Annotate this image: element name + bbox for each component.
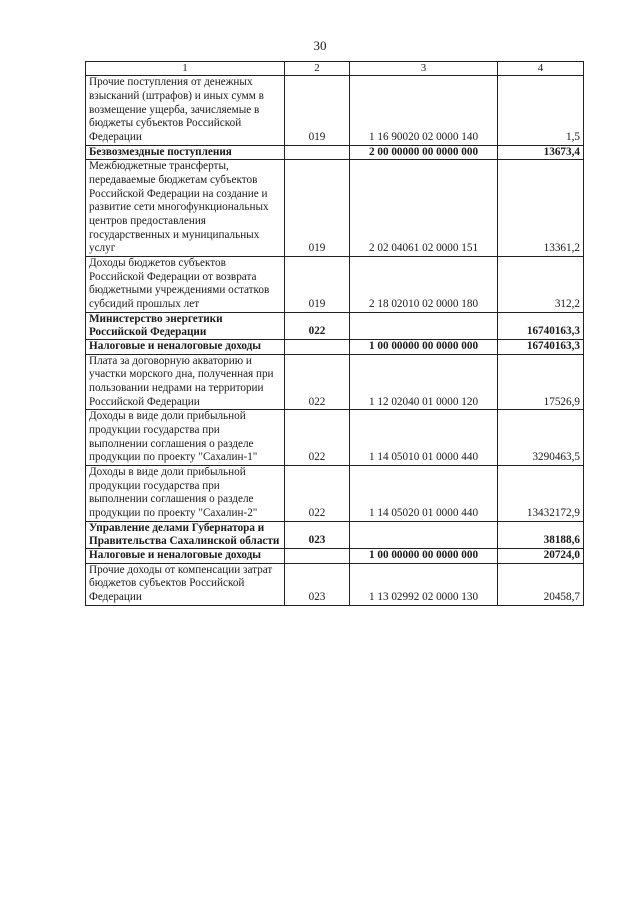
table-row: [86, 340, 584, 355]
row-amount-cell: 20724,0: [498, 548, 584, 563]
table-row: [86, 410, 584, 466]
row-kbk-cell: 1 14 05010 01 0000 440: [350, 410, 498, 466]
row-amount-cell: 312,2: [498, 256, 584, 312]
row-name-cell: Доходы в виде доли прибыльной продукции государства при выполнении соглашения о разделе продукции по проекту "Сахалин-2": [86, 465, 285, 521]
column-header: 3: [350, 62, 498, 76]
column-header: 4: [498, 62, 584, 76]
row-name-cell: Налоговые и неналоговые доходы: [86, 340, 285, 355]
row-name-cell: Плата за договорную акваторию и участки морского дна, полученная при пользовании недрами на территории Российской Федерации: [86, 354, 285, 410]
row-code-cell: 023: [285, 563, 350, 605]
row-kbk-cell: 2 00 00000 00 0000 000: [350, 145, 498, 160]
row-name-cell: Межбюджетные трансферты, передаваемые бюджетам субъектов Российской Федерации на создание и развитие сети многофункциональных центров предоставления государственных и муниципальных услуг: [86, 160, 285, 257]
row-kbk-cell: 2 18 02010 02 0000 180: [350, 256, 498, 312]
table-row: [86, 563, 584, 605]
row-kbk-cell: 1 00 00000 00 0000 000: [350, 340, 498, 355]
row-kbk-cell: 1 12 02040 01 0000 120: [350, 354, 498, 410]
table-row: [86, 76, 584, 145]
row-code-cell: [285, 340, 350, 355]
row-code-cell: 019: [285, 160, 350, 257]
column-header: 1: [86, 62, 285, 76]
table-row: [86, 465, 584, 521]
page-number: 30: [313, 38, 327, 53]
row-code-cell: 023: [285, 521, 350, 548]
table-row: [86, 548, 584, 563]
column-header: 2: [285, 62, 350, 76]
row-kbk-cell: 2 02 04061 02 0000 151: [350, 160, 498, 257]
revenue-table: [85, 61, 584, 606]
row-kbk-cell: [350, 312, 498, 339]
row-code-cell: 022: [285, 410, 350, 466]
row-name-cell: Управление делами Губернатора и Правительства Сахалинской области: [86, 521, 285, 548]
row-code-cell: 022: [285, 465, 350, 521]
row-amount-cell: 13432172,9: [498, 465, 584, 521]
row-name-cell: Доходы бюджетов субъектов Российской Федерации от возврата бюджетными учреждениями остатков субсидий прошлых лет: [86, 256, 285, 312]
row-kbk-cell: 1 14 05020 01 0000 440: [350, 465, 498, 521]
row-amount-cell: 38188,6: [498, 521, 584, 548]
row-code-cell: 022: [285, 312, 350, 339]
row-kbk-cell: 1 13 02992 02 0000 130: [350, 563, 498, 605]
row-code-cell: [285, 548, 350, 563]
row-amount-cell: 17526,9: [498, 354, 584, 410]
row-amount-cell: 13361,2: [498, 160, 584, 257]
row-amount-cell: 13673,4: [498, 145, 584, 160]
row-code-cell: 019: [285, 256, 350, 312]
row-name-cell: Прочие доходы от компенсации затрат бюджетов субъектов Российской Федерации: [86, 563, 285, 605]
row-name-cell: Безвозмездные поступления: [86, 145, 285, 160]
row-kbk-cell: [350, 521, 498, 548]
table-row: [86, 160, 584, 257]
row-name-cell: Налоговые и неналоговые доходы: [86, 548, 285, 563]
row-amount-cell: 3290463,5: [498, 410, 584, 466]
row-name-cell: Министерство энергетики Российской Федерации: [86, 312, 285, 339]
row-code-cell: 022: [285, 354, 350, 410]
row-amount-cell: 16740163,3: [498, 340, 584, 355]
row-name-cell: Доходы в виде доли прибыльной продукции государства при выполнении соглашения о разделе продукции по проекту "Сахалин-1": [86, 410, 285, 466]
row-amount-cell: 20458,7: [498, 563, 584, 605]
table-header-row: [86, 62, 584, 76]
row-amount-cell: 1,5: [498, 76, 584, 145]
table-row: [86, 312, 584, 339]
table-row: [86, 354, 584, 410]
row-kbk-cell: 1 00 00000 00 0000 000: [350, 548, 498, 563]
row-kbk-cell: 1 16 90020 02 0000 140: [350, 76, 498, 145]
row-code-cell: [285, 145, 350, 160]
table-row: [86, 145, 584, 160]
table-row: [86, 521, 584, 548]
row-name-cell: Прочие поступления от денежных взысканий (штрафов) и иных сумм в возмещение ущерба, зачисляемые в бюджеты субъектов Российской Федерации: [86, 76, 285, 145]
table-row: [86, 256, 584, 312]
row-code-cell: 019: [285, 76, 350, 145]
row-amount-cell: 16740163,3: [498, 312, 584, 339]
